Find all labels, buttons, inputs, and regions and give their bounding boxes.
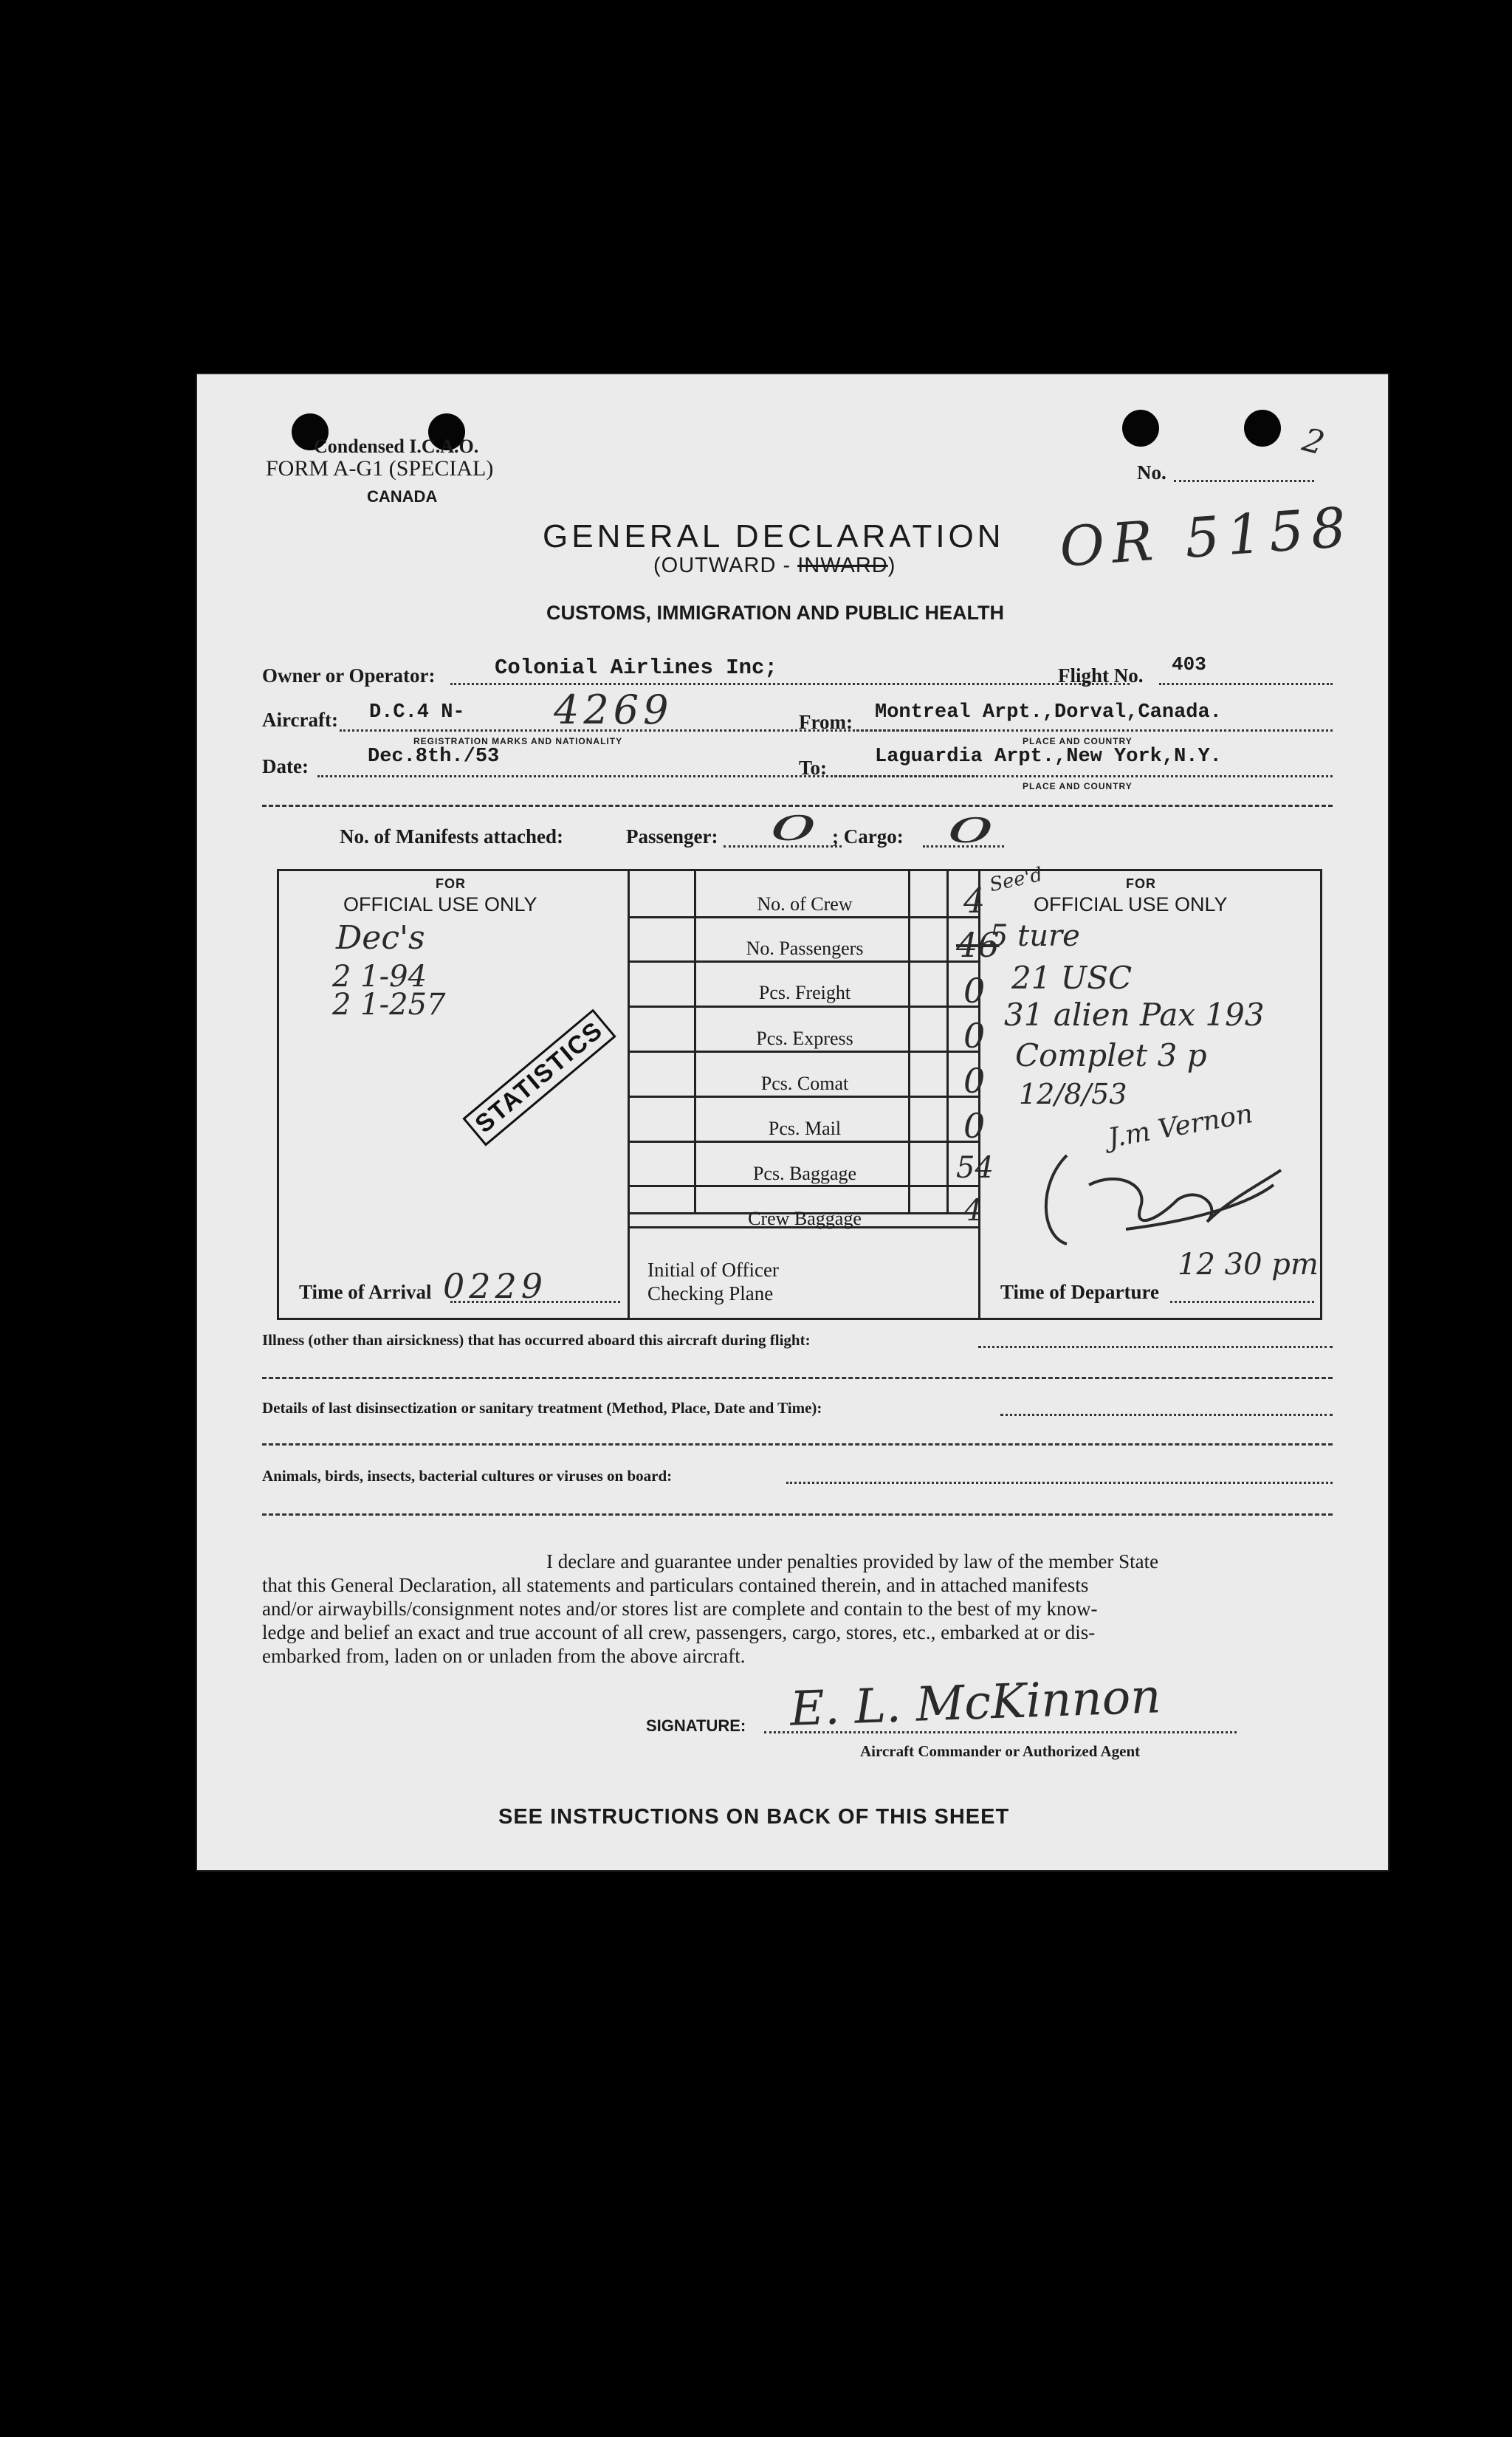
form-condensed: Condensed I.C.A.O. bbox=[314, 436, 479, 457]
right-note: 31 alien Pax 193 bbox=[1004, 997, 1265, 1033]
number-value: 2 bbox=[1298, 421, 1329, 463]
punch-hole bbox=[1122, 410, 1159, 447]
to-label: To: bbox=[799, 757, 828, 779]
row-label-crew: No. of Crew bbox=[757, 893, 853, 915]
aircraft-registration: 4269 bbox=[554, 687, 673, 733]
cargo-manifests: 0 bbox=[946, 811, 994, 850]
registration-caption: REGISTRATION MARKS AND NATIONALITY bbox=[413, 736, 623, 746]
declaration-form bbox=[196, 373, 1389, 1871]
instructions-note: SEE INSTRUCTIONS ON BACK OF THIS SHEET bbox=[498, 1805, 1010, 1829]
flight-label: Flight No. bbox=[1058, 664, 1144, 687]
row-value-crew-baggage: 4 bbox=[963, 1194, 983, 1228]
declaration-line: that this General Declaration, all statements and particulars contained therein, and in attached manifests bbox=[262, 1574, 1089, 1596]
aircraft-type: D.C.4 N- bbox=[369, 701, 465, 723]
number-label: No. bbox=[1137, 461, 1166, 484]
initial-label-2: Checking Plane bbox=[647, 1282, 774, 1305]
row-label-freight: Pcs. Freight bbox=[758, 982, 851, 1003]
subtitle: (OUTWARD - INWARD) bbox=[653, 554, 896, 577]
row-value-freight: 0 bbox=[963, 971, 986, 1011]
signature-caption: Aircraft Commander or Authorized Agent bbox=[860, 1742, 1141, 1760]
row-value-mail: 0 bbox=[963, 1106, 986, 1146]
form-country: CANADA bbox=[367, 487, 438, 506]
page-title: GENERAL DECLARATION bbox=[543, 518, 1005, 554]
right-note: 5 ture bbox=[989, 919, 1080, 953]
right-note: See'd bbox=[987, 863, 1045, 897]
right-note: Complet 3 p bbox=[1015, 1037, 1207, 1073]
row-label-comat: Pcs. Comat bbox=[760, 1073, 849, 1094]
owner-label: Owner or Operator: bbox=[262, 664, 436, 687]
initial-label: Initial of Officer bbox=[647, 1259, 779, 1281]
left-official-use: OFFICIAL USE ONLY bbox=[343, 893, 537, 915]
row-value-passengers: 46 bbox=[956, 925, 1000, 965]
from-value: Montreal Arpt.,Dorval,Canada. bbox=[875, 701, 1222, 723]
row-label-passengers: No. Passengers bbox=[746, 938, 864, 959]
statistics-stamp: STATISTICS bbox=[462, 1008, 616, 1146]
row-value-comat: 0 bbox=[963, 1061, 986, 1101]
departure-label: Time of Departure bbox=[1000, 1281, 1159, 1303]
aircraft-label: Aircraft: bbox=[262, 709, 338, 731]
place-caption: PLACE AND COUNTRY bbox=[1023, 781, 1133, 791]
left-for-label: FOR bbox=[436, 876, 466, 891]
declaration-line: embarked from, laden on or unladen from the above aircraft. bbox=[262, 1645, 746, 1667]
row-value-baggage: 54 bbox=[956, 1151, 994, 1185]
row-label-express: Pcs. Express bbox=[756, 1028, 853, 1049]
left-note: 2 1-257 bbox=[332, 988, 446, 1022]
signature-label: SIGNATURE: bbox=[646, 1716, 746, 1735]
date-value: Dec.8th./53 bbox=[368, 746, 500, 768]
animals-question: Animals, birds, insects, bacterial cultures or viruses on board: bbox=[262, 1467, 673, 1485]
department-heading: CUSTOMS, IMMIGRATION AND PUBLIC HEALTH bbox=[546, 602, 1004, 624]
row-value-crew: 4 bbox=[963, 881, 986, 921]
disinsect-question: Details of last disinsectization or sanitary treatment (Method, Place, Date and Time): bbox=[262, 1399, 822, 1417]
right-note: J.m Vernon bbox=[1105, 1099, 1255, 1154]
passenger-label: Passenger: bbox=[626, 825, 718, 848]
declaration-line: I declare and guarantee under penalties provided by law of the member State bbox=[546, 1550, 1159, 1572]
cargo-label: ; Cargo: bbox=[832, 825, 904, 848]
right-official-use: OFFICIAL USE ONLY bbox=[1034, 893, 1228, 915]
manifests-label: No. of Manifests attached: bbox=[340, 825, 563, 848]
departure-value: 12 30 pm bbox=[1178, 1248, 1319, 1282]
from-label: From: bbox=[799, 711, 853, 733]
arrival-value: 0229 bbox=[443, 1266, 548, 1306]
row-label-mail: Pcs. Mail bbox=[768, 1118, 842, 1139]
passenger-manifests: 0 bbox=[769, 808, 817, 848]
left-note: 2 1-94 bbox=[332, 960, 427, 994]
declaration-line: and/or airwaybills/consignment notes and/or stores list are complete and contain to the best of my know- bbox=[262, 1598, 1098, 1620]
declaration-line: ledge and belief an exact and true account of all crew, passengers, cargo, stores, etc., embarked at or dis- bbox=[262, 1621, 1096, 1643]
inward-struck: INWARD bbox=[797, 554, 888, 577]
illness-question: Illness (other than airsickness) that has occurred aboard this aircraft during flight: bbox=[262, 1331, 811, 1349]
left-note: Dec's bbox=[336, 919, 425, 957]
officer-signature-scribble bbox=[1037, 1141, 1288, 1251]
handwritten-ref: OR 5158 bbox=[1057, 495, 1355, 580]
flight-value: 403 bbox=[1172, 653, 1206, 676]
form-number: FORM A-G1 (SPECIAL) bbox=[266, 456, 494, 481]
to-value: Laguardia Arpt.,New York,N.Y. bbox=[875, 746, 1222, 768]
right-for-label: FOR bbox=[1126, 876, 1156, 891]
signature-value: E. L. McKinnon bbox=[788, 1669, 1162, 1737]
owner-value: Colonial Airlines Inc; bbox=[495, 656, 777, 680]
date-label: Date: bbox=[262, 755, 309, 777]
punch-hole bbox=[1244, 410, 1281, 447]
row-label-baggage: Pcs. Baggage bbox=[752, 1163, 857, 1184]
right-note: 21 USC bbox=[1011, 960, 1133, 996]
row-value-express: 0 bbox=[963, 1016, 986, 1056]
right-note: 12/8/53 bbox=[1019, 1078, 1127, 1110]
arrival-label: Time of Arrival bbox=[299, 1281, 432, 1303]
place-caption: PLACE AND COUNTRY bbox=[1023, 736, 1133, 746]
row-label-crew-baggage: Crew Baggage bbox=[748, 1208, 862, 1229]
